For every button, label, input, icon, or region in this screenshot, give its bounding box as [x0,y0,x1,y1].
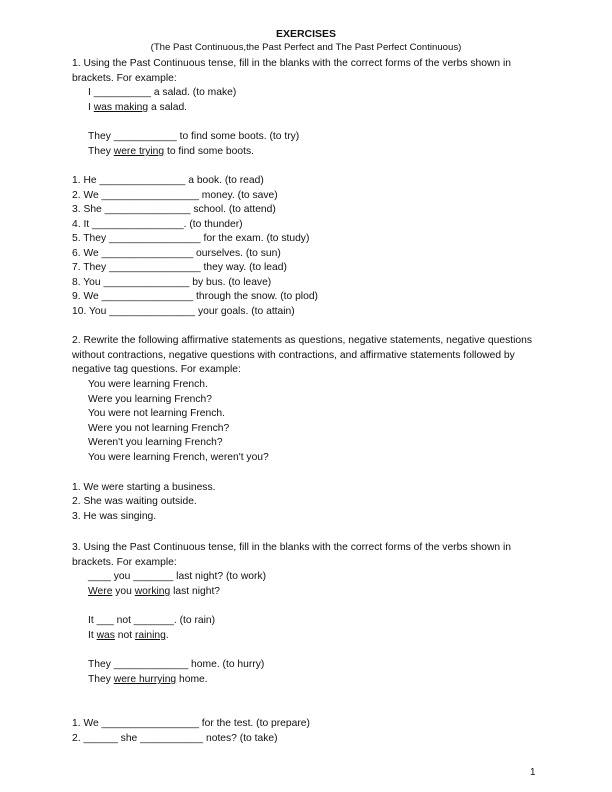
page-subtitle: (The Past Continuous,the Past Perfect and The Past Perfect Continuous) [150,42,462,53]
answer-text: It [88,630,97,641]
section3-example2-question: It ___ not _______. (to rain) [88,615,216,626]
exercise-item: 2. We _________________ money. (to save) [72,190,278,201]
exercise-item: 10. You _______________ your goals. (to attain) [72,306,295,317]
exercise-item: 4. It ________________. (to thunder) [72,219,243,230]
answer-text: last night? [170,586,221,597]
exercise-item: 1. He _______________ a book. (to read) [72,175,264,186]
exercise-item: 3. He was singing. [72,511,157,522]
answer-underlined: raining [134,630,166,641]
answer-underlined: was [96,630,115,641]
answer-text: . [165,630,169,641]
section3-example3-question: They _____________ home. (to hurry) [88,659,265,670]
section3-example2-answer [88,629,169,644]
section2-example: You were learning French, weren't you? [88,452,269,463]
section2-example: Weren't you learning French? [88,437,223,448]
section1-example2-answer [88,145,254,160]
exercise-item: 1. We _________________ for the test. (to prepare) [72,718,310,729]
answer-text: They [88,674,114,685]
answer-text: home. [176,674,208,685]
answer-underlined: were trying [113,146,165,157]
exercise-item: 7. They ________________ they way. (to lead) [72,262,287,273]
answer-underlined: working [134,586,171,597]
exercise-item: 9. We ________________ through the snow. (to plod) [72,291,318,302]
section2-example: You were not learning French. [88,408,225,419]
answer-text: They [88,146,114,157]
exercise-item: 2. ______ she ___________ notes? (to take) [72,733,278,744]
section2-example: You were learning French. [88,379,208,390]
answer-underlined: were hurrying [113,674,177,685]
section1-instruction: 1. Using the Past Continuous tense, fill in the blanks with the correct forms of the verbs shown in brackets. For example: [72,58,511,84]
section3-instruction: 3. Using the Past Continuous tense, fill in the blanks with the correct forms of the verbs shown in brackets. For example: [72,542,511,568]
exercise-item: 8. You _______________ by bus. (to leave) [72,277,272,288]
answer-text: a salad. [148,102,188,113]
section3-example1-question: ____ you _______ last night? (to work) [88,571,267,582]
answer-underlined: was making [93,102,149,113]
section3-example1-answer [88,585,220,600]
answer-text: not [114,630,135,641]
exercise-item: 3. She _______________ school. (to attend) [72,204,276,215]
section1-example2-question: They ___________ to find some boots. (to try) [88,131,300,142]
answer-text: you [112,586,135,597]
answer-text: to find some boots. [164,146,254,157]
exercise-item: 2. She was waiting outside. [72,496,197,507]
answer-underlined: Were [88,586,113,597]
section1-example1-answer [88,101,187,116]
section1-example1-question: I __________ a salad. (to make) [88,87,237,98]
exercise-item: 6. We ________________ ourselves. (to sun) [72,248,281,259]
exercise-item: 1. We were starting a business. [72,482,216,493]
exercise-item: 5. They ________________ for the exam. (to study) [72,233,310,244]
page-title: EXERCISES [275,28,337,40]
section2-instruction: 2. Rewrite the following affirmative statements as questions, negative statements, negative questions without contractions, negative questions with contractions, and affirmative statements followed by negative tag questions. For example: [72,335,532,376]
section3-example3-answer [88,673,208,688]
page-number: 1 [530,767,536,778]
answer-text: I [88,102,94,113]
section2-example: Were you not learning French? [88,423,230,434]
section2-example: Were you learning French? [88,394,213,405]
